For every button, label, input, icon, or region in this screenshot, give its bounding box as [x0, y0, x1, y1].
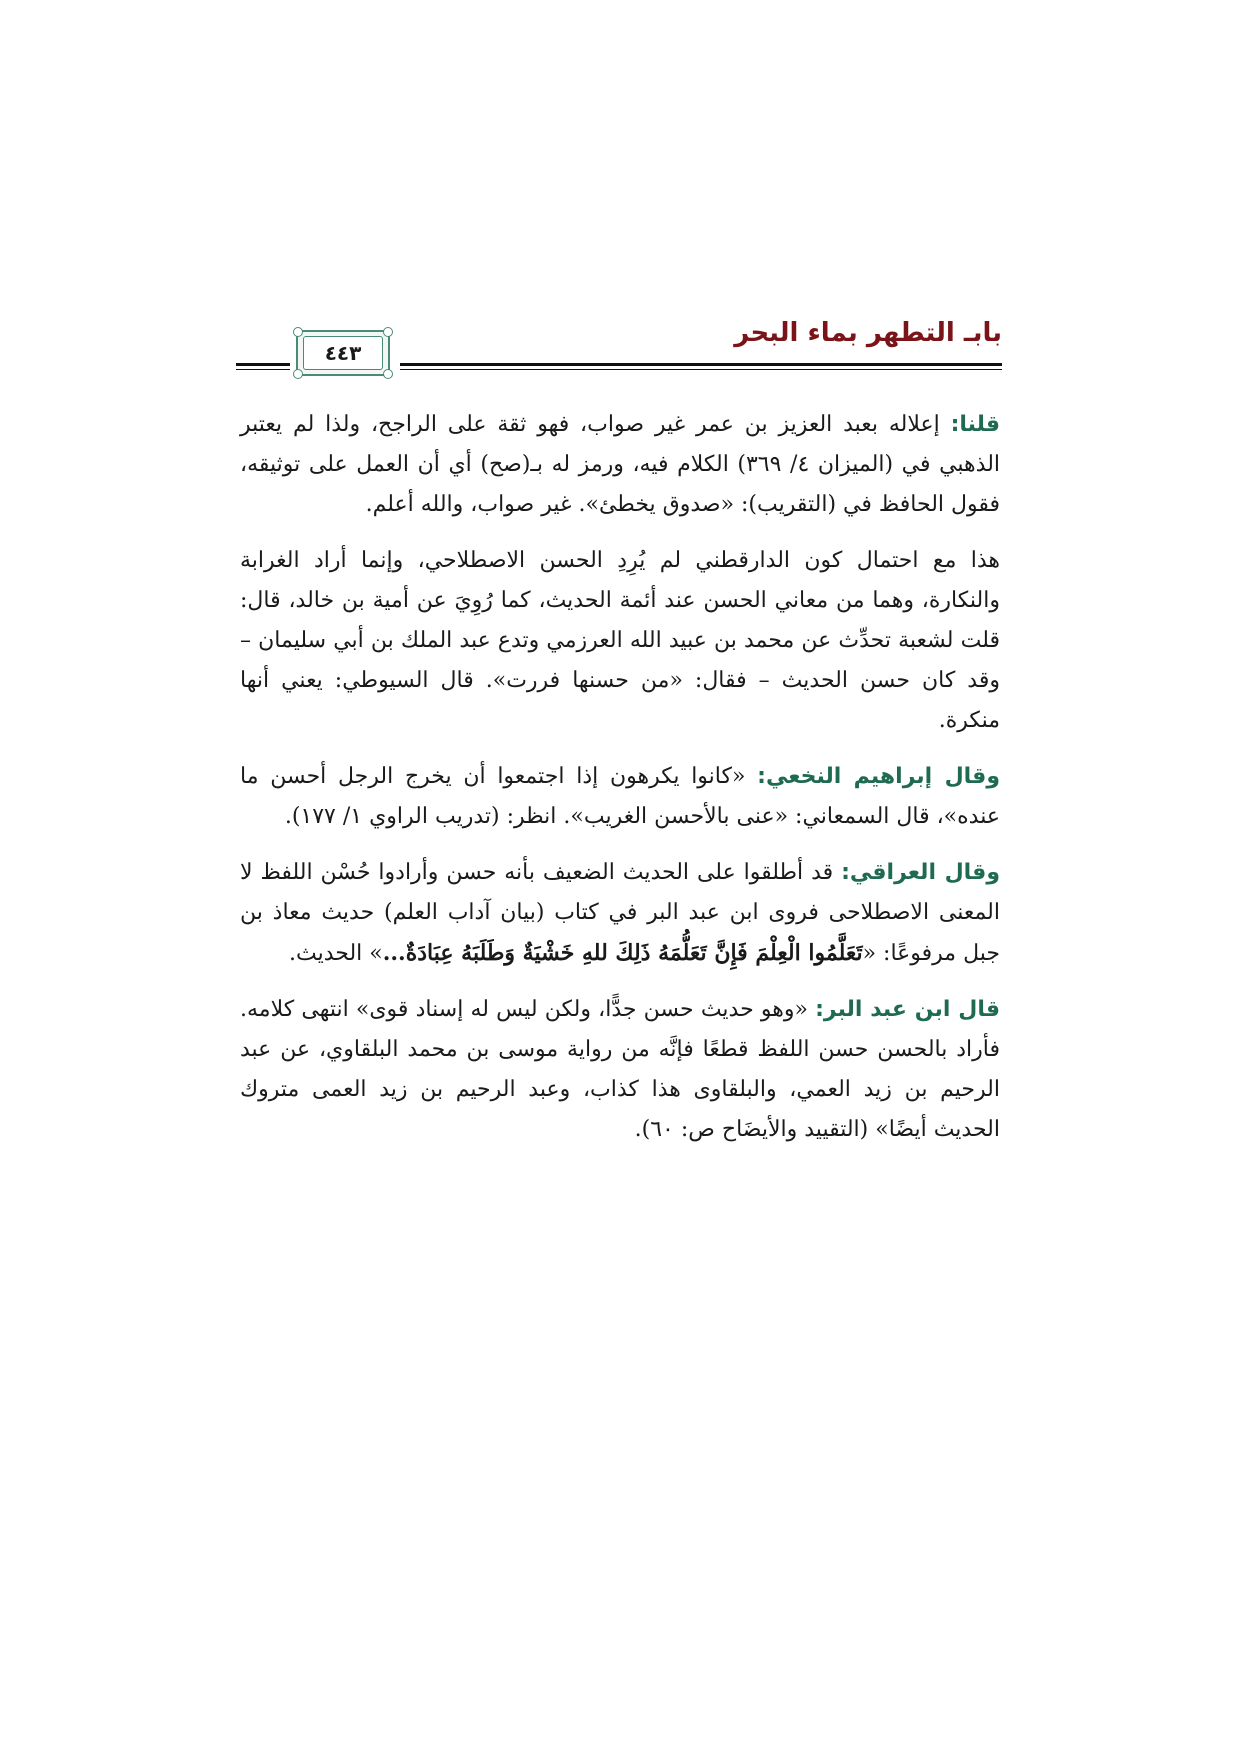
badge-ornament — [293, 369, 303, 379]
chapter-title: بابـ التطهر بماء البحر — [734, 318, 1002, 348]
header-rule-left-thin — [236, 369, 290, 370]
header-rule-right-thin — [400, 369, 1002, 370]
paragraph-text: «كانوا يكرهون إذا اجتمعوا أن يخرج الرجل أحسن ما عنده»، قال السمعاني: «عنى بالأحسن الغريب». انظر: (تدريب الراوي ١/ ١٧٧). — [240, 764, 1000, 829]
page-number-badge — [296, 330, 390, 376]
paragraph-text: قد أطلقوا على الحديث الضعيف بأنه حسن وأرادوا حُسْن اللفظ لا المعنى الاصطلاحى فروى ابن عبد البر في كتاب (بيان آداب العلم) حديث معاذ بن جبل مرفوعًا: « — [240, 860, 1000, 966]
page-header — [236, 318, 1002, 378]
paragraph-text: هذا مع احتمال كون الدارقطني لم يُرِدِ الحسن الاصطلاحي، وإنما أراد الغرابة والنكارة، وهما من معاني الحسن عند أئمة الحديث، كما رُوِيَ عن أمية بن خالد، قال: قلت لشعبة تحدِّث عن محمد بن عبيد الله العرزمي وتدع عبد الملك بن أبي سليمان – وقد كان حسن الحديث – فقال: «من حسنها فررت». قال السيوطي: يعني أنها منكرة. — [240, 548, 1000, 733]
paragraph — [240, 405, 1000, 525]
paragraph-lead: وقال العراقي: — [841, 860, 1001, 885]
paragraph — [240, 757, 1000, 837]
paragraph-lead: قلنا: — [950, 412, 1000, 437]
page-number: ٤٤٣ — [303, 336, 383, 370]
paragraph-text: «وهو حديث حسن جدًّا، ولكن ليس له إسناد قوى» انتهى كلامه. فأراد بالحسن حسن اللفظ قطعًا فإنَّه من رواية موسى بن محمد البلقاوي، عن عبد الرحيم بن زيد العمي، والبلقاوى هذا كذاب، وعبد الرحيم بن زيد العمى متروك الحديث أيضًا» (التقييد والأيضَاح ص: ٦٠). — [240, 997, 1000, 1142]
badge-ornament — [383, 327, 393, 337]
badge-ornament — [293, 327, 303, 337]
paragraph — [240, 853, 1000, 974]
badge-ornament — [383, 369, 393, 379]
header-rule-left — [236, 363, 290, 366]
paragraph-lead: وقال إبراهيم النخعي: — [757, 764, 1001, 789]
hadith-quote: تَعَلَّمُوا الْعِلْمَ فَإِنَّ تَعَلُّمَهُ ذَلِكَ للهِ خَشْيَةٌ وَطَلَبَهُ عِبَادَةٌ... — [382, 940, 863, 966]
paragraph-lead: قال ابن عبد البر: — [815, 997, 1000, 1022]
paragraph — [240, 541, 1000, 741]
paragraph-text: » الحديث. — [288, 941, 383, 966]
paragraph-text: إعلاله بعبد العزيز بن عمر غير صواب، فهو ثقة على الراجح، ولذا لم يعتبر الذهبي في (الميزان ٤/ ٣٦٩) الكلام فيه، ورمز له بـ(صح) أي أن العمل على توثيقه، فقول الحافظ في (التقريب): «صدوق يخطئ». غير صواب، والله أعلم. — [240, 412, 1001, 517]
main-text — [240, 405, 1000, 1166]
paragraph — [240, 990, 1000, 1150]
header-rule-right — [400, 363, 1002, 366]
